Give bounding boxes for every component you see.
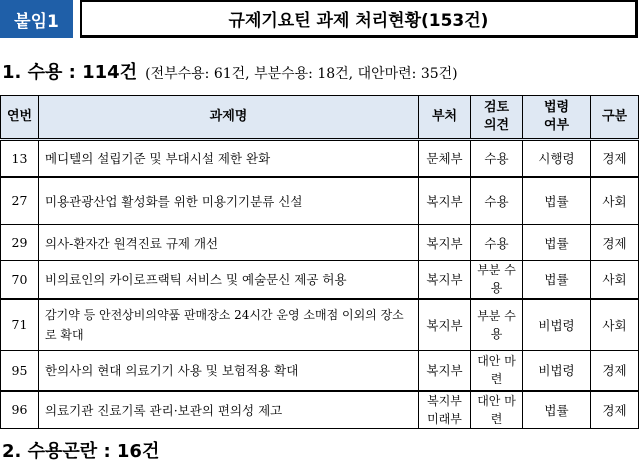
table-row (1, 299, 639, 351)
task-table (0, 95, 639, 429)
cell-no: 71 (1, 299, 39, 351)
cell-review: 수용 (471, 140, 523, 177)
cell-law: 법률 (523, 391, 591, 429)
col-header-no: 연번 (1, 96, 39, 140)
cell-ministry: 복지부 미래부 (419, 391, 471, 429)
cell-law: 법률 (523, 225, 591, 261)
section-accepted (2, 58, 458, 86)
cell-review: 부분 수용 (471, 299, 523, 351)
cell-category: 경제 (591, 140, 639, 177)
cell-review: 수용 (471, 225, 523, 261)
cell-title: 미용관광산업 활성화를 위한 미용기기분류 신설 (39, 177, 419, 225)
cell-title: 메디텔의 설립기준 및 부대시설 제한 완화 (39, 140, 419, 177)
section-accepted-heading: 1. 수용 : 114건 (2, 62, 138, 83)
cell-law: 시행령 (523, 140, 591, 177)
col-header-ministry: 부처 (419, 96, 471, 140)
cell-no: 95 (1, 351, 39, 391)
table-row (1, 140, 639, 177)
cell-law: 법률 (523, 261, 591, 299)
cell-review: 대안 마련 (471, 351, 523, 391)
page-title: 규제기요틴 과제 처리현황(153건) (80, 0, 638, 38)
table-row (1, 225, 639, 261)
table-header-row (1, 96, 639, 140)
col-header-law: 법령 여부 (523, 96, 591, 140)
table-row (1, 391, 639, 429)
cell-ministry: 문체부 (419, 140, 471, 177)
cell-category: 경제 (591, 225, 639, 261)
attachment-badge: 붙임1 (0, 0, 73, 38)
table-row (1, 261, 639, 299)
cell-review: 대안 마련 (471, 391, 523, 429)
cell-no: 13 (1, 140, 39, 177)
table-row (1, 177, 639, 225)
cell-title: 의료기관 진료기록 관리·보관의 편의성 제고 (39, 391, 419, 429)
cell-category: 사회 (591, 177, 639, 225)
cell-review: 부분 수용 (471, 261, 523, 299)
cell-ministry: 복지부 (419, 351, 471, 391)
cell-ministry: 복지부 (419, 299, 471, 351)
cell-title: 비의료인의 카이로프랙틱 서비스 및 예술문신 제공 허용 (39, 261, 419, 299)
cell-ministry: 복지부 (419, 261, 471, 299)
cell-law: 비법령 (523, 299, 591, 351)
col-header-category: 구분 (591, 96, 639, 140)
cell-ministry: 복지부 (419, 177, 471, 225)
cell-category: 경제 (591, 351, 639, 391)
cell-law: 비법령 (523, 351, 591, 391)
table-row (1, 351, 639, 391)
cell-category: 경제 (591, 391, 639, 429)
cell-law: 법률 (523, 177, 591, 225)
cell-no: 96 (1, 391, 39, 429)
cell-category: 사회 (591, 299, 639, 351)
col-header-title: 과제명 (39, 96, 419, 140)
cell-title: 감기약 등 안전상비의약품 판매장소 24시간 운영 소매점 이외의 장소로 확대 (39, 299, 419, 351)
section-accepted-detail: (전부수용: 61건, 부분수용: 18건, 대안마련: 35건) (145, 66, 458, 82)
cell-no: 27 (1, 177, 39, 225)
cell-title: 한의사의 현대 의료기기 사용 및 보험적용 확대 (39, 351, 419, 391)
cell-category: 사회 (591, 261, 639, 299)
cell-review: 수용 (471, 177, 523, 225)
col-header-review: 검토 의견 (471, 96, 523, 140)
section-difficult-heading: 2. 수용곤란 : 16건 (2, 441, 160, 462)
cell-no: 29 (1, 225, 39, 261)
cell-no: 70 (1, 261, 39, 299)
header (0, 0, 640, 40)
cell-ministry: 복지부 (419, 225, 471, 261)
cell-title: 의사-환자간 원격진료 규제 개선 (39, 225, 419, 261)
